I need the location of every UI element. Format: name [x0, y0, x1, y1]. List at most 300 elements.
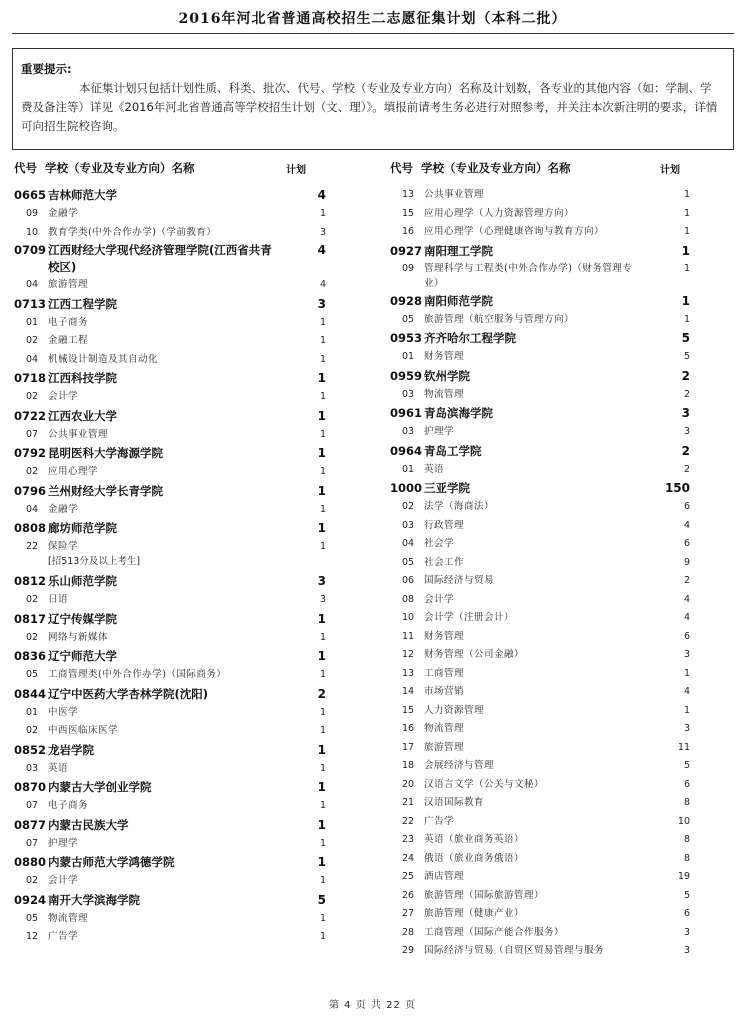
major-row	[14, 463, 326, 482]
major-code: 29	[402, 945, 415, 956]
school-code: 0964	[390, 443, 423, 458]
major-code: 15	[402, 207, 415, 219]
major-name: 旅游管理（航空服务与管理方向）	[424, 313, 575, 325]
major-name: 汉语国际教育	[424, 797, 485, 808]
major-plan-count: 1	[319, 706, 326, 718]
major-plan-count: 5	[683, 351, 690, 362]
major-plan-count: 1	[319, 912, 326, 924]
major-row	[390, 665, 690, 684]
major-row	[390, 517, 690, 536]
major-code: 12	[26, 931, 39, 942]
school-row	[14, 741, 326, 760]
school-plan-count: 1	[317, 483, 326, 498]
major-plan-count: 1	[319, 931, 326, 942]
school-name: 齐齐哈尔工程学院	[424, 331, 516, 345]
school-row	[390, 242, 690, 261]
major-row	[14, 591, 326, 610]
major-plan-count: 6	[683, 501, 690, 512]
school-row	[14, 816, 326, 835]
major-plan-count: 8	[683, 852, 690, 864]
notice-box	[12, 48, 734, 150]
major-row	[390, 646, 690, 665]
major-code: 21	[402, 797, 415, 808]
school-code: 0718	[14, 371, 47, 385]
major-name: 汉语言文学（公关与文秘）	[424, 778, 545, 790]
major-name: 旅游管理（健康产业）	[424, 908, 525, 919]
major-plan-count: 11	[677, 741, 690, 753]
major-name: 金融学	[48, 208, 79, 219]
header-name: 学校（专业及专业方向）名称	[45, 161, 195, 175]
major-plan-count: 6	[683, 908, 690, 919]
major-plan-count: 1	[683, 189, 690, 200]
major-row	[390, 205, 690, 224]
major-code: 12	[402, 649, 415, 660]
school-code: 0808	[14, 521, 47, 535]
school-plan-count: 1	[317, 742, 326, 757]
major-code: 05	[26, 912, 39, 924]
major-row	[390, 572, 690, 591]
major-code: 02	[26, 875, 39, 886]
major-name: 电子商务	[48, 316, 89, 328]
major-code: 03	[402, 388, 415, 400]
major-row	[390, 720, 690, 739]
major-code: 01	[402, 351, 415, 362]
major-name: 法学（海商法）	[424, 501, 495, 512]
school-row	[14, 407, 326, 426]
major-row	[390, 887, 690, 906]
school-name: 青岛滨海学院	[424, 406, 493, 420]
school-plan-count: 3	[681, 406, 690, 420]
school-name: 辽宁师范大学	[48, 649, 117, 663]
major-plan-count: 4	[683, 593, 690, 605]
school-name: 昆明医科大学海源学院	[48, 446, 163, 460]
school-code: 0792	[14, 446, 47, 460]
school-code: 0713	[14, 296, 47, 311]
school-code: 0959	[390, 368, 423, 383]
header-code: 代号	[14, 161, 37, 175]
major-plan-count: 3	[683, 945, 690, 956]
major-code: 20	[402, 778, 415, 790]
school-name: 廊坊师范学院	[48, 521, 117, 535]
major-code: 07	[26, 428, 39, 440]
major-row	[390, 850, 690, 869]
major-code: 28	[402, 926, 415, 938]
school-code: 0880	[14, 855, 47, 869]
major-name: 市场营销	[424, 686, 465, 697]
title-divider	[12, 33, 734, 34]
major-plan-count: 4	[319, 279, 326, 290]
school-row	[14, 891, 326, 910]
major-code: 10	[26, 226, 39, 238]
major-code: 13	[402, 667, 415, 679]
major-row	[390, 591, 690, 610]
school-name: 内蒙古师范大学鸿德学院	[48, 855, 175, 869]
major-name: 旅游管理（国际旅游管理）	[424, 889, 545, 901]
major-name: 护理学	[48, 837, 79, 849]
school-plan-count: 1	[681, 293, 690, 308]
major-code: 09	[402, 262, 415, 274]
major-name: 国际经济与贸易	[424, 575, 495, 586]
major-name: 物流管理	[424, 723, 465, 734]
major-code: 06	[402, 575, 415, 586]
major-code: 25	[402, 871, 415, 882]
major-plan-count: 1	[319, 391, 326, 402]
major-row	[14, 910, 326, 929]
school-name: 内蒙古民族大学	[48, 817, 129, 832]
major-code: 03	[26, 762, 39, 774]
left-column	[14, 186, 326, 947]
school-plan-count: 1	[317, 371, 326, 385]
major-row	[390, 311, 690, 330]
major-code: 02	[26, 335, 39, 346]
major-name: 财务管理	[424, 630, 465, 642]
major-code: 18	[402, 760, 415, 771]
school-plan-count: 5	[681, 331, 690, 345]
major-name: 会计学	[48, 391, 79, 402]
header-plan: 计划	[286, 165, 306, 176]
school-plan-count: 2	[681, 443, 690, 458]
major-name: 会计学	[48, 875, 79, 886]
major-code: 14	[402, 686, 415, 697]
major-code: 17	[402, 741, 415, 753]
school-code: 0722	[14, 408, 47, 423]
major-code: 22	[26, 541, 39, 552]
major-code: 02	[402, 501, 415, 512]
school-code: 0852	[14, 742, 47, 757]
major-row	[390, 831, 690, 850]
school-code: 0924	[14, 892, 47, 907]
major-code: 13	[402, 189, 415, 200]
school-row	[14, 242, 326, 276]
major-plan-count: 19	[677, 871, 690, 882]
school-name: 江西农业大学	[48, 408, 117, 423]
left-column-header	[14, 160, 326, 176]
major-code: 11	[402, 630, 415, 642]
school-plan-count: 3	[317, 574, 326, 588]
school-code: 0927	[390, 243, 423, 258]
major-name: 财务管理	[424, 351, 465, 362]
major-plan-count: 1	[319, 428, 326, 440]
school-name: 吉林师范大学	[48, 188, 117, 202]
school-plan-count: 1	[317, 611, 326, 626]
major-row	[390, 813, 690, 832]
major-name: 教育学类(中外合作办学)（学前教育）	[48, 226, 217, 238]
major-name: 社会学	[424, 538, 455, 549]
major-row	[390, 609, 690, 628]
major-plan-count: 1	[683, 313, 690, 325]
major-row	[390, 776, 690, 795]
school-code: 0665	[14, 188, 47, 202]
major-name: 广告学	[424, 815, 455, 827]
major-row	[390, 461, 690, 480]
major-name: 管理科学与工程类(中外合作办学)（财务管理专业）	[424, 262, 633, 289]
school-name: 辽宁传媒学院	[48, 611, 117, 626]
school-plan-count: 5	[317, 892, 326, 907]
major-row	[390, 535, 690, 554]
major-plan-count: 10	[677, 815, 690, 827]
major-name: 旅游管理	[48, 279, 89, 290]
major-name: 电子商务	[48, 800, 89, 811]
school-row	[390, 404, 690, 423]
right-column	[390, 186, 690, 961]
major-name: 金融工程	[48, 335, 89, 346]
major-plan-count: 1	[319, 800, 326, 811]
major-code: 04	[26, 353, 39, 365]
major-code: 24	[402, 852, 415, 864]
major-name: 保险学	[48, 541, 79, 552]
school-code: 0812	[14, 574, 47, 588]
school-row	[14, 647, 326, 666]
major-plan-count: 9	[683, 556, 690, 568]
major-plan-count: 3	[683, 723, 690, 734]
school-code: 0877	[14, 817, 47, 832]
major-row	[390, 386, 690, 405]
school-plan-count: 1	[317, 408, 326, 423]
major-name: 广告学	[48, 931, 79, 942]
major-name: 会计学	[424, 593, 455, 605]
major-code: 02	[26, 631, 39, 643]
major-plan-count: 8	[683, 797, 690, 808]
major-name: 社会工作	[424, 556, 465, 568]
major-row	[14, 388, 326, 407]
major-plan-count: 2	[683, 388, 690, 400]
school-name: 三亚学院	[424, 481, 470, 495]
major-row	[390, 683, 690, 702]
major-row	[390, 924, 690, 943]
major-code: 03	[402, 426, 415, 437]
major-plan-count: 3	[683, 926, 690, 938]
major-code: 04	[26, 503, 39, 515]
major-plan-count: 5	[683, 760, 690, 771]
major-plan-count: 8	[683, 834, 690, 845]
major-plan-count: 1	[319, 353, 326, 365]
major-plan-count: 6	[683, 538, 690, 549]
major-name: 会计学（注册会计）	[424, 612, 515, 623]
major-row	[14, 351, 326, 370]
major-plan-count: 1	[319, 208, 326, 219]
school-name: 青岛工学院	[424, 443, 482, 458]
school-code: 0870	[14, 780, 47, 794]
school-name: 龙岩学院	[48, 742, 94, 757]
major-code: 05	[26, 669, 39, 680]
school-name: 江西科技学院	[48, 371, 117, 385]
major-row	[14, 224, 326, 243]
school-plan-count: 1	[317, 780, 326, 794]
major-plan-count: 1	[683, 704, 690, 716]
major-plan-count: 3	[683, 649, 690, 660]
school-code: 0844	[14, 686, 47, 701]
school-row	[390, 442, 690, 461]
major-row	[14, 276, 326, 295]
major-code: 27	[402, 908, 415, 919]
major-name: 公共事业管理	[424, 189, 485, 200]
major-row	[14, 538, 326, 572]
major-plan-count: 1	[683, 667, 690, 679]
major-plan-count: 3	[319, 594, 326, 605]
school-name: 南开大学滨海学院	[48, 892, 140, 907]
school-name: 江西工程学院	[48, 296, 117, 311]
major-row	[14, 629, 326, 648]
major-row	[390, 261, 690, 292]
school-row	[14, 295, 326, 314]
major-row	[14, 666, 326, 685]
major-plan-count: 5	[683, 889, 690, 901]
major-row	[14, 314, 326, 333]
school-code: 1000	[390, 481, 423, 495]
major-row	[14, 205, 326, 224]
major-row	[390, 702, 690, 721]
major-name: 工商管理	[424, 667, 465, 679]
major-plan-count: 3	[683, 426, 690, 437]
major-plan-count: 1	[319, 316, 326, 328]
major-name: 行政管理	[424, 519, 465, 531]
major-plan-count: 2	[683, 463, 690, 475]
major-row	[390, 423, 690, 442]
major-plan-count: 1	[319, 631, 326, 643]
major-name: 应用心理学（人力资源管理方向）	[424, 207, 575, 219]
school-plan-count: 150	[664, 481, 690, 495]
major-name: 旅游管理	[424, 741, 465, 753]
school-name: 南阳理工学院	[424, 243, 493, 258]
major-code: 02	[26, 594, 39, 605]
major-code: 22	[402, 815, 415, 827]
major-row	[390, 868, 690, 887]
major-row	[390, 498, 690, 517]
right-column-header	[390, 160, 690, 176]
major-row	[390, 223, 690, 242]
major-code: 10	[402, 612, 415, 623]
major-plan-count: 4	[683, 519, 690, 531]
school-plan-count: 1	[317, 649, 326, 663]
major-name: 英语（旅业商务英语）	[424, 834, 525, 845]
major-name: 应用心理学（心理健康咨询与教育方向）	[424, 226, 605, 237]
major-code: 02	[26, 466, 39, 477]
school-name: 内蒙古大学创业学院	[48, 780, 152, 794]
major-name: 人力资源管理	[424, 704, 485, 716]
major-code: 23	[402, 834, 415, 845]
school-row	[14, 610, 326, 629]
major-row	[14, 835, 326, 854]
major-plan-count: 1	[319, 725, 326, 736]
major-row	[14, 426, 326, 445]
major-plan-count: 1	[683, 207, 690, 219]
school-plan-count: 1	[317, 855, 326, 869]
school-row	[390, 329, 690, 348]
major-name: 金融学	[48, 503, 79, 515]
major-name: 国际经济与贸易（自贸区贸易管理与服务	[424, 945, 605, 956]
major-name: 中西医临床医学	[48, 725, 119, 736]
school-plan-count: 1	[317, 521, 326, 535]
major-row	[14, 332, 326, 351]
school-plan-count: 1	[681, 243, 690, 258]
major-name: 机械设计制造及其自动化	[48, 353, 159, 365]
header-code: 代号	[390, 161, 413, 175]
school-plan-count: 4	[317, 243, 326, 257]
school-plan-count: 1	[317, 817, 326, 832]
major-name: 公共事业管理	[48, 428, 109, 440]
major-code: 26	[402, 889, 415, 901]
school-plan-count: 3	[317, 296, 326, 311]
major-name: 日语	[48, 594, 69, 605]
major-code: 07	[26, 837, 39, 849]
school-name: 钦州学院	[424, 368, 470, 383]
major-row	[14, 501, 326, 520]
major-plan-count: 1	[319, 541, 326, 552]
school-name: 江西财经大学现代经济管理学院(江西省共青校区)	[48, 243, 272, 274]
major-code: 01	[26, 316, 39, 328]
major-plan-count: 4	[683, 612, 690, 623]
major-name: 会展经济与管理	[424, 760, 495, 771]
school-plan-count: 1	[317, 446, 326, 460]
major-plan-count: 1	[319, 466, 326, 477]
school-row	[14, 778, 326, 797]
major-code: 02	[26, 725, 39, 736]
school-code: 0817	[14, 611, 47, 626]
major-code: 09	[26, 208, 39, 219]
major-code: 05	[402, 313, 415, 325]
school-row	[14, 186, 326, 205]
major-code: 02	[26, 391, 39, 402]
school-row	[14, 369, 326, 388]
major-plan-count: 1	[683, 262, 690, 274]
major-name: 英语	[48, 762, 69, 774]
major-row	[390, 757, 690, 776]
school-plan-count: 4	[317, 188, 326, 202]
header-plan: 计划	[660, 165, 680, 176]
major-plan-count: 3	[319, 226, 326, 238]
page-footer: 第 4 页 共 22 页	[329, 1000, 416, 1011]
major-code: 03	[402, 519, 415, 531]
school-row	[14, 572, 326, 591]
major-plan-count: 1	[319, 875, 326, 886]
school-code: 0709	[14, 243, 47, 257]
major-row	[14, 722, 326, 741]
header-name: 学校（专业及专业方向）名称	[421, 161, 571, 175]
major-code: 01	[402, 463, 415, 475]
page-title: 2016年河北省普通高校招生二志愿征集计划（本科二批）	[178, 11, 567, 27]
school-name: 乐山师范学院	[48, 574, 117, 588]
school-name: 辽宁中医药大学杏林学院(沈阳)	[48, 686, 209, 701]
school-code: 0796	[14, 483, 47, 498]
major-code: 01	[26, 706, 39, 718]
major-plan-count: 6	[683, 778, 690, 790]
major-code: 08	[402, 593, 415, 605]
major-code: 05	[402, 556, 415, 568]
major-row	[14, 704, 326, 723]
major-row	[390, 905, 690, 924]
major-row	[390, 794, 690, 813]
major-row	[14, 760, 326, 779]
school-row	[14, 685, 326, 704]
school-row	[14, 482, 326, 501]
school-plan-count: 2	[317, 686, 326, 701]
major-name: 工商管理（国际产能合作服务）	[424, 926, 565, 938]
major-name: 中医学	[48, 706, 79, 718]
major-row	[390, 186, 690, 205]
major-name: 酒店管理	[424, 871, 465, 882]
major-plan-count: 6	[683, 630, 690, 642]
major-code: 04	[402, 538, 415, 549]
major-row	[390, 628, 690, 647]
school-code: 0953	[390, 331, 423, 345]
major-plan-count: 1	[319, 669, 326, 680]
major-code: 04	[26, 279, 39, 290]
major-code: 15	[402, 704, 415, 716]
school-name: 南阳师范学院	[424, 293, 493, 308]
major-plan-count: 1	[319, 335, 326, 346]
major-code: 07	[26, 800, 39, 811]
school-code: 0961	[390, 406, 423, 420]
